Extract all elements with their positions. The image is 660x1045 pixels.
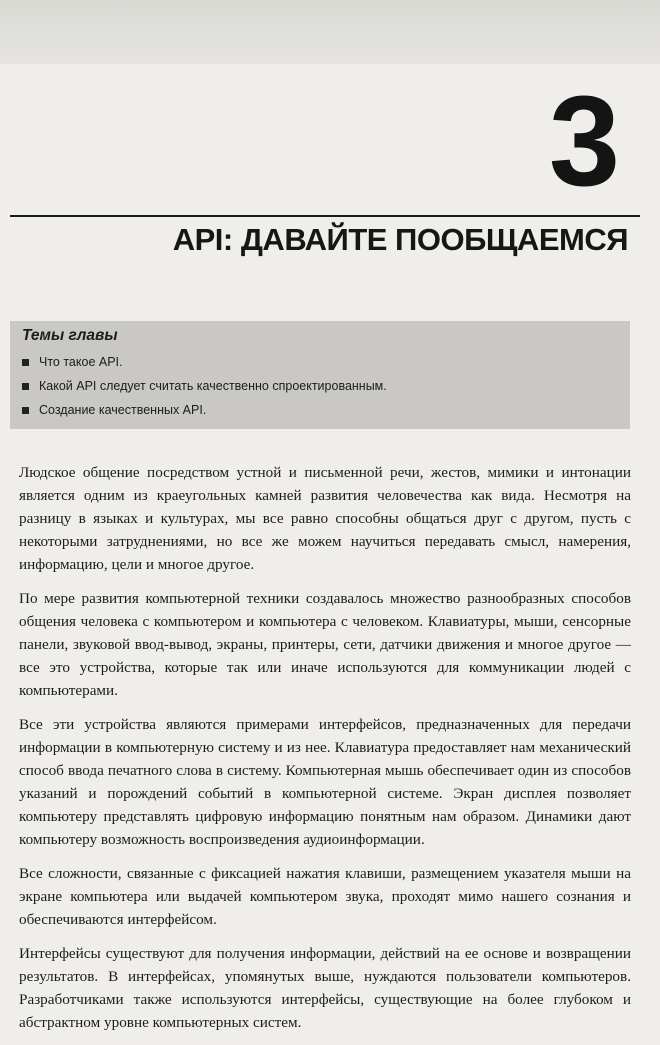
chapter-number: 3 — [548, 70, 620, 213]
topics-heading: Темы главы — [22, 327, 118, 344]
square-bullet-icon — [22, 383, 29, 390]
square-bullet-icon — [22, 407, 29, 414]
topic-item — [22, 398, 620, 422]
page-header-band — [0, 0, 660, 64]
topic-item — [22, 350, 620, 374]
paragraph: Людское общение посредством устной и письменной речи, жестов, мимики и интонации является одним из краеугольных камней развития человечества как вида. Несмотря на разницу в языках и культурах, мы все равно способны общаться друг с другом, пусть с некоторыми затруднениями, но все же можем научиться передавать смысл, намерения, информацию, цели и многое другое. — [19, 464, 631, 573]
body-text — [19, 461, 631, 1045]
chapter-topics-box — [10, 321, 630, 429]
topic-item-label: Создание качественных API. — [39, 403, 207, 417]
topic-item-label: Что такое API. — [39, 355, 123, 369]
paragraph: По мере развития компьютерной техники создавалось множество разнообразных способов общения человека с компьютером и компьютера с человеком. Клавиатуры, мыши, сенсорные панели, звуковой ввод-вывод, экраны, принтеры, сети, датчики движения и многое другое — все это устройства, которые так или иначе используются для коммуникации людей с компьютерами. — [19, 590, 631, 699]
square-bullet-icon — [22, 359, 29, 366]
paragraph: Интерфейсы существуют для получения информации, действий на ее основе и возвращении результатов. В интерфейсах, упомянутых выше, нуждаются пользователи компьютеров. Разработчиками также используются интерфейсы, существующие на более глубоком и абстрактном уровне компьютерных систем. — [19, 945, 631, 1031]
paragraph: Все сложности, связанные с фиксацией нажатия клавиши, размещением указателя мыши на экране компьютера или выдачей компьютером звука, проходят мимо нашего сознания и обеспечиваются интерфейсом. — [19, 865, 631, 928]
topic-item — [22, 374, 620, 398]
paragraph: Все эти устройства являются примерами интерфейсов, предназначенных для передачи информации в компьютерную систему и из нее. Клавиатура предоставляет нам механический способ ввода печатного слова в систему. Компьютерная мышь обеспечивает один из способов указаний и порождений событий в компьютерной системе. Экран дисплея позволяет компьютеру представлять цифровую информацию понятным нам образом. Динамики дают компьютеру возможность воспроизведения аудиоинформации. — [19, 716, 631, 848]
topic-item-label: Какой API следует считать качественно спроектированным. — [39, 379, 387, 393]
title-divider — [10, 215, 640, 217]
chapter-title: API: ДАВАЙТЕ ПООБЩАЕМСЯ — [172, 222, 628, 257]
